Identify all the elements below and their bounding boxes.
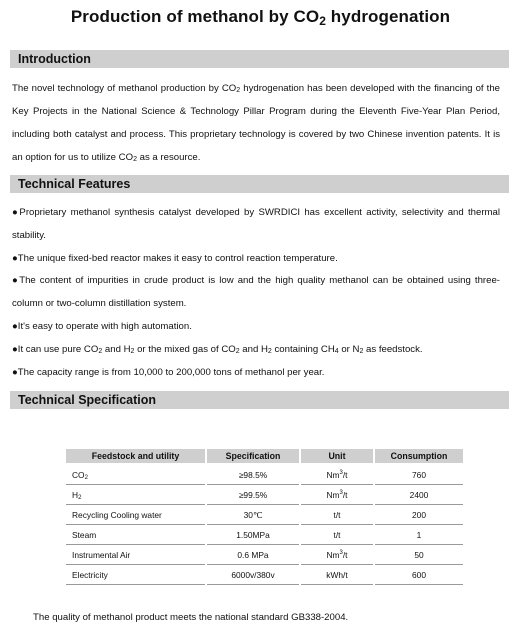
unit-cell: t/t	[301, 505, 373, 525]
table-row	[66, 565, 463, 585]
consumption-cell: 2400	[375, 485, 463, 505]
column-header-feedstock: Feedstock and utility	[66, 449, 205, 465]
table-row	[66, 545, 463, 565]
table-row	[66, 485, 463, 505]
feature-item-impurities: ●The content of impurities in crude product is low and the high quality methanol can be obtained using three-column or two-column distillation system.	[12, 275, 500, 309]
unit-cell: Nm$^3$/t	[301, 485, 373, 505]
unit-cell: kWh/t	[301, 565, 373, 585]
section-header-technical-specification: Technical Specification	[10, 391, 509, 409]
section-header-introduction: Introduction	[10, 50, 509, 68]
specification-table	[64, 449, 465, 585]
feedstock-cell: $CO_2$	[66, 465, 205, 485]
feature-item-reactor: ●The unique fixed-bed reactor makes it easy to control reaction temperature.	[12, 253, 338, 264]
unit-cell: t/t	[301, 525, 373, 545]
feature-item-feedstock: ●It can use pure $CO_2$ and $H_2$ or the mixed gas of $CO_2$ and $H_2$ containing $CH_4$ or $N_2$ as feedstock.	[12, 344, 423, 355]
specification-cell: ≥98.5%	[207, 465, 299, 485]
specification-cell: 0.6 MPa	[207, 545, 299, 565]
consumption-cell: 600	[375, 565, 463, 585]
table-row	[66, 505, 463, 525]
page-title: Production of methanol by $CO_2$ hydrogenation	[70, 7, 451, 28]
feature-item-capacity: ●The capacity range is from 10,000 to 200,000 tons of methanol per year.	[12, 367, 325, 378]
table-header-row	[66, 449, 463, 465]
specification-cell: 6000v/380v	[207, 565, 299, 585]
specification-cell: 30℃	[207, 505, 299, 525]
column-header-unit: Unit	[301, 449, 373, 465]
specification-cell: 1.50MPa	[207, 525, 299, 545]
specification-cell: ≥99.5%	[207, 485, 299, 505]
unit-cell: Nm$^3$/t	[301, 545, 373, 565]
consumption-cell: 200	[375, 505, 463, 525]
column-header-consumption: Consumption	[375, 449, 463, 465]
feedstock-cell: $H_2$	[66, 485, 205, 505]
feedstock-cell: Steam	[66, 525, 205, 545]
column-header-specification: Specification	[207, 449, 299, 465]
consumption-cell: 50	[375, 545, 463, 565]
feedstock-cell: Instrumental Air	[66, 545, 205, 565]
unit-cell: Nm$^3$/t	[301, 465, 373, 485]
quality-standard-note: The quality of methanol product meets the national standard GB338-2004.	[33, 612, 349, 623]
table-row	[66, 465, 463, 485]
consumption-cell: 760	[375, 465, 463, 485]
table-row	[66, 525, 463, 545]
feature-item-automation: ●It's easy to operate with high automation.	[12, 321, 192, 332]
feedstock-cell: Electricity	[66, 565, 205, 585]
consumption-cell: 1	[375, 525, 463, 545]
section-header-technical-features: Technical Features	[10, 175, 509, 193]
feature-item-catalyst: ●Proprietary methanol synthesis catalyst developed by SWRDICI has excellent activity, selectivity and thermal stability.	[12, 207, 500, 241]
introduction-paragraph: The novel technology of methanol production by $CO_2$ hydrogenation has been developed with the financing of the Key Projects in the National Science & Technology Pillar Program during the Eleventh Five-Year Plan Period, including both catalyst and process. This proprietary technology is covered by two Chinese invention patents. It is an option for us to utilize $CO_2$ as a resource.	[12, 83, 500, 163]
feedstock-cell: Recycling Cooling water	[66, 505, 205, 525]
